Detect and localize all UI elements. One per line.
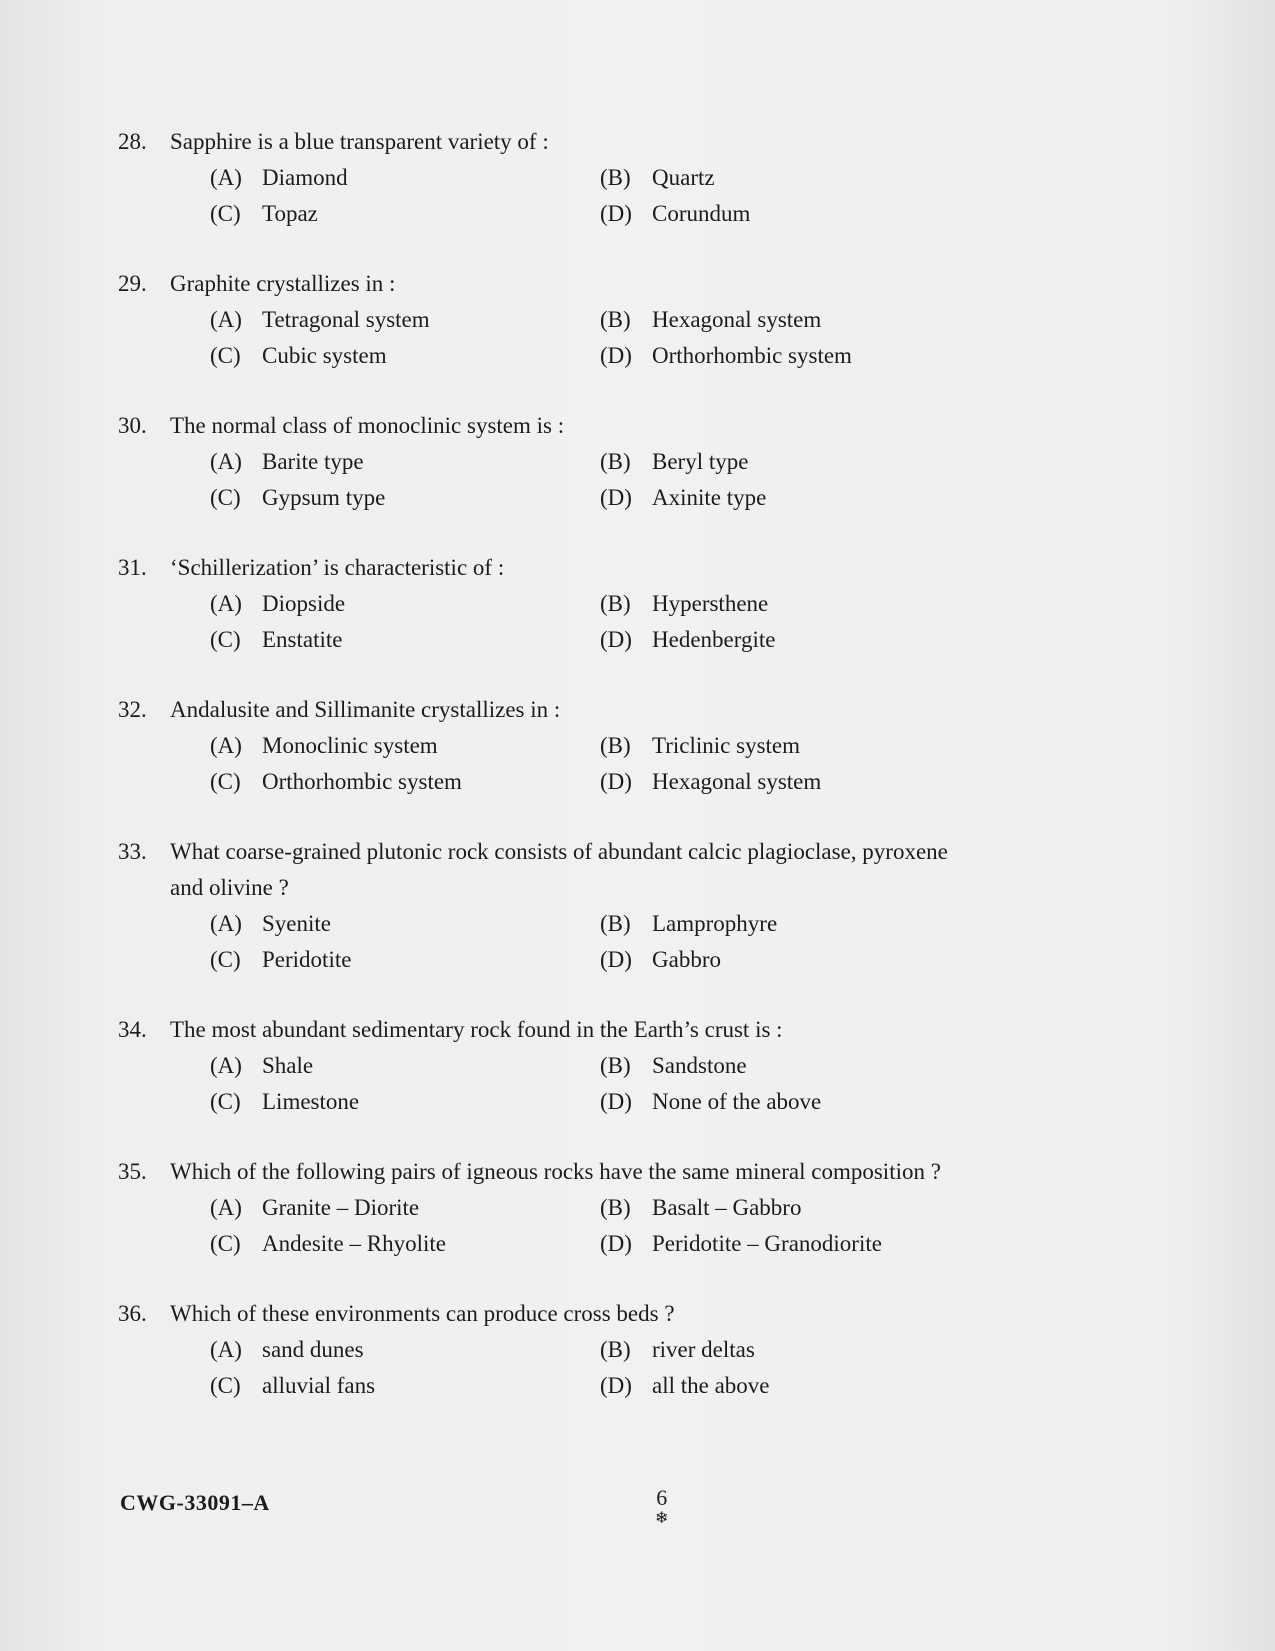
option-text: Topaz (262, 201, 318, 226)
answer-option (210, 1190, 600, 1226)
option-text: river deltas (652, 1337, 755, 1362)
question-block (118, 692, 1118, 800)
option-text: Barite type (262, 449, 364, 474)
option-letter: (A) (210, 165, 242, 190)
option-letter: (B) (600, 733, 631, 758)
question-text-continued: and olivine ? (170, 875, 289, 900)
option-letter: (B) (600, 165, 631, 190)
option-text: Triclinic system (652, 733, 801, 758)
option-letter: (C) (210, 627, 241, 652)
question-line (118, 1296, 1118, 1332)
option-letter: (A) (210, 449, 242, 474)
option-text: Hedenbergite (652, 627, 776, 652)
answer-option (210, 942, 600, 978)
option-text: Monoclinic system (262, 733, 438, 758)
option-text: sand dunes (262, 1337, 364, 1362)
answer-option (210, 728, 600, 764)
question-block (118, 1012, 1118, 1120)
answer-option (210, 764, 600, 800)
option-text: Syenite (262, 911, 331, 936)
question-line (118, 550, 1118, 586)
option-text: Orthorhombic system (262, 769, 462, 794)
question-line (118, 1012, 1118, 1048)
question-number: 35. (118, 1159, 147, 1184)
question-number: 34. (118, 1017, 147, 1042)
option-letter: (B) (600, 591, 631, 616)
option-letter: (B) (600, 1053, 631, 1078)
option-text: Beryl type (652, 449, 749, 474)
option-text: Andesite – Rhyolite (262, 1231, 446, 1256)
answer-option (210, 1226, 600, 1262)
option-text: Diamond (262, 165, 348, 190)
answer-option (600, 1332, 990, 1368)
option-text: Peridotite (262, 947, 352, 972)
option-letter: (D) (600, 1373, 632, 1398)
question-text: Andalusite and Sillimanite crystallizes in : (170, 697, 561, 722)
question-list (118, 124, 1118, 1438)
option-letter: (A) (210, 1337, 242, 1362)
answer-option (600, 942, 990, 978)
question-block (118, 1154, 1118, 1262)
option-letter: (D) (600, 769, 632, 794)
options-grid (118, 444, 1118, 516)
option-text: Basalt – Gabbro (652, 1195, 802, 1220)
option-text: Diopside (262, 591, 346, 616)
option-text: Peridotite – Granodiorite (652, 1231, 882, 1256)
option-letter: (D) (600, 1089, 632, 1114)
question-block (118, 124, 1118, 232)
option-letter: (C) (210, 1231, 241, 1256)
answer-option (600, 1368, 990, 1404)
option-text: Axinite type (652, 485, 767, 510)
option-letter: (D) (600, 627, 632, 652)
option-text: Hexagonal system (652, 307, 822, 332)
option-letter: (C) (210, 201, 241, 226)
question-number: 31. (118, 555, 147, 580)
paper-code: CWG-33091–A (120, 1490, 270, 1515)
answer-option (210, 1368, 600, 1404)
option-letter: (A) (210, 591, 242, 616)
question-block (118, 408, 1118, 516)
question-number: 36. (118, 1301, 147, 1326)
question-number: 30. (118, 413, 147, 438)
option-letter: (B) (600, 449, 631, 474)
answer-option (210, 906, 600, 942)
option-text: Quartz (652, 165, 715, 190)
question-number: 32. (118, 697, 147, 722)
option-text: Sandstone (652, 1053, 747, 1078)
answer-option (600, 1084, 990, 1120)
option-text: Gabbro (652, 947, 721, 972)
option-letter: (B) (600, 307, 631, 332)
question-text: What coarse-grained plutonic rock consists of abundant calcic plagioclase, pyroxene (170, 839, 948, 864)
answer-option (210, 1048, 600, 1084)
answer-option (600, 764, 990, 800)
option-letter: (A) (210, 1053, 242, 1078)
options-grid (118, 1332, 1118, 1404)
option-text: all the above (652, 1373, 770, 1398)
answer-option (210, 338, 600, 374)
question-text: Sapphire is a blue transparent variety of : (170, 129, 549, 154)
answer-option (600, 196, 990, 232)
options-grid (118, 1048, 1118, 1120)
question-line (118, 266, 1118, 302)
option-text: Lamprophyre (652, 911, 778, 936)
answer-option (600, 160, 990, 196)
options-grid (118, 586, 1118, 658)
option-text: Hexagonal system (652, 769, 822, 794)
option-text: Hypersthene (652, 591, 769, 616)
option-letter: (D) (600, 947, 632, 972)
option-text: None of the above (652, 1089, 822, 1114)
answer-option (600, 1048, 990, 1084)
page-number-block (655, 1486, 668, 1528)
question-number: 28. (118, 129, 147, 154)
option-text: Shale (262, 1053, 314, 1078)
option-text: alluvial fans (262, 1373, 376, 1398)
option-letter: (B) (600, 1337, 631, 1362)
option-text: Orthorhombic system (652, 343, 852, 368)
option-text: Limestone (262, 1089, 360, 1114)
answer-option (600, 728, 990, 764)
answer-option (600, 1226, 990, 1262)
asterisk-icon: ❄ (655, 1510, 669, 1527)
answer-option (210, 196, 600, 232)
option-text: Tetragonal system (262, 307, 430, 332)
option-letter: (C) (210, 769, 241, 794)
question-text: The normal class of monoclinic system is : (170, 413, 565, 438)
option-text: Granite – Diorite (262, 1195, 420, 1220)
question-number: 29. (118, 271, 147, 296)
question-text: The most abundant sedimentary rock found in the Earth’s crust is : (170, 1017, 783, 1042)
question-line (118, 834, 1118, 870)
answer-option (210, 444, 600, 480)
options-grid (118, 728, 1118, 800)
page-number: 6 (656, 1485, 668, 1510)
answer-option (210, 622, 600, 658)
answer-option (210, 480, 600, 516)
answer-option (210, 160, 600, 196)
question-text: ‘Schillerization’ is characteristic of : (170, 555, 505, 580)
question-block (118, 266, 1118, 374)
options-grid (118, 1190, 1118, 1262)
question-text: Graphite crystallizes in : (170, 271, 396, 296)
question-block (118, 1296, 1118, 1404)
question-block (118, 550, 1118, 658)
option-letter: (C) (210, 1089, 241, 1114)
option-letter: (C) (210, 1373, 241, 1398)
option-letter: (C) (210, 947, 241, 972)
option-text: Cubic system (262, 343, 387, 368)
answer-option (210, 1084, 600, 1120)
answer-option (600, 906, 990, 942)
option-letter: (A) (210, 911, 242, 936)
option-letter: (A) (210, 1195, 242, 1220)
answer-option (600, 444, 990, 480)
option-letter: (A) (210, 733, 242, 758)
answer-option (600, 480, 990, 516)
answer-option (600, 302, 990, 338)
option-letter: (A) (210, 307, 242, 332)
option-letter: (C) (210, 485, 241, 510)
option-letter: (D) (600, 1231, 632, 1256)
question-text: Which of these environments can produce cross beds ? (170, 1301, 675, 1326)
option-text: Gypsum type (262, 485, 386, 510)
answer-option (210, 1332, 600, 1368)
option-letter: (D) (600, 485, 632, 510)
option-letter: (D) (600, 343, 632, 368)
option-text: Enstatite (262, 627, 343, 652)
options-grid (118, 906, 1118, 978)
option-letter: (B) (600, 911, 631, 936)
answer-option (600, 338, 990, 374)
answer-option (210, 586, 600, 622)
answer-option (600, 586, 990, 622)
question-line (118, 1154, 1118, 1190)
options-grid (118, 302, 1118, 374)
options-grid (118, 160, 1118, 232)
question-line (118, 408, 1118, 444)
answer-option (210, 302, 600, 338)
question-block (118, 834, 1118, 978)
question-line (118, 124, 1118, 160)
answer-option (600, 622, 990, 658)
option-letter: (D) (600, 201, 632, 226)
question-line (118, 692, 1118, 728)
option-letter: (C) (210, 343, 241, 368)
answer-option (600, 1190, 990, 1226)
question-number: 33. (118, 839, 147, 864)
option-letter: (B) (600, 1195, 631, 1220)
question-text: Which of the following pairs of igneous rocks have the same mineral composition ? (170, 1159, 941, 1184)
option-text: Corundum (652, 201, 751, 226)
